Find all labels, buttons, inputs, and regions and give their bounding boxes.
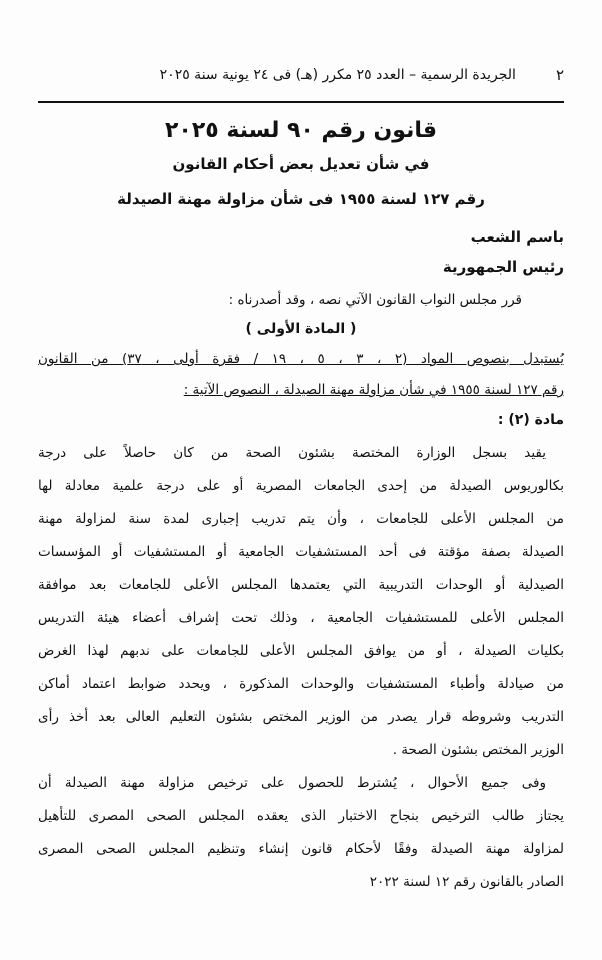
article-1-heading: ( المادة الأولى ) [245,321,357,337]
paragraph-1-line: المجلس الأعلى للمستشفيات الجامعية ، وذلك تحت إشراف أعضاء هيئة التدريس [38,610,564,626]
paragraph-1-line: من المجلس الأعلى للجامعات ، وأن يتم تدريب إجبارى لمدة سنة لمزاولة مهنة [38,511,564,527]
article-2-heading: مادة (٢) : [497,412,564,428]
paragraph-1-line: يقيد بسجل الوزارة المختصة بشئون الصحة من كان حاصلاً على درجة [38,445,546,461]
paragraph-2-line: وفى جميع الأحوال ، يُشترط للحصول على ترخيص مزاولة مهنة الصيدلة أن [38,775,546,791]
paragraph-1-line: الصيدلية أو الوحدات التدريبية التي يعتمدها المجلس الأعلى للجامعات بعد موافقة [38,577,564,593]
page-number: ٢ [555,66,564,84]
law-subtitle-2: رقم ١٢٧ لسنة ١٩٥٥ فى شأن مزاولة مهنة الصيدلة [117,190,485,208]
paragraph-2-line: يجتاز طالب الترخيص بنجاح الاختبار الذى يعقده المجلس الصحى المصرى للتأهيل [38,808,564,824]
gazette-issue-line: الجريدة الرسمية – العدد ٢٥ مكرر (هـ) فى ٢٤ يونية سنة ٢٠٢٥ [159,67,516,83]
preamble: قرر مجلس النواب القانون الآتي نصه ، وقد أصدرناه : [228,292,522,308]
paragraph-2-line: الصادر بالقانون رقم ١٢ لسنة ٢٠٢٢ [369,874,564,890]
in-name-of-people: باسم الشعب [470,228,564,246]
paragraph-1-line: من صيادلة وأطباء المستشفيات والوحدات المذكورة ، ويحدد ضوابط اعتماد أماكن [38,676,564,692]
paragraph-1-line: بكليات الصيدلة ، أو من يوافق المجلس الأعلى للجامعات على ندبهم لهذا الغرض [38,643,564,659]
president-heading: رئيس الجمهورية [442,258,564,276]
law-subtitle-1: في شأن تعديل بعض أحكام القانون [172,155,430,173]
paragraph-1-line: الصيدلة بصفة مؤقتة فى أحد المستشفيات الجامعية أو المستشفيات أو المؤسسات [38,544,564,560]
paragraph-1-line: التدريب وشروطه قرار يصدر من الوزير المختص بشئون التعليم العالى بعد أخذ رأى [38,709,564,725]
article-1-line [38,382,564,398]
article-1-line: يُستبدل بنصوص المواد (٢ ، ٣ ، ٥ ، ١٩ / فقرة أولى ، ٣٧) من القانون [38,351,564,367]
paragraph-1-line: بكالوريوس الصيدلة من إحدى الجامعات المصرية أو على درجة علمية معادلة لها [38,478,564,494]
paragraph-2-line: لمزاولة مهنة الصيدلة وفقًا لأحكام قانون إنشاء وتنظيم المجلس الصحى المصرى [38,841,564,857]
article-1-line-text: رقم ١٢٧ لسنة ١٩٥٥ في شأن مزاولة مهنة الصيدلة ، النصوص الآتية : [183,382,564,398]
paragraph-1-line: الوزير المختص بشئون الصحة . [392,742,564,758]
header-divider [38,101,564,103]
page-header [38,60,564,90]
law-title: قانون رقم ٩٠ لسنة ٢٠٢٥ [164,118,437,143]
